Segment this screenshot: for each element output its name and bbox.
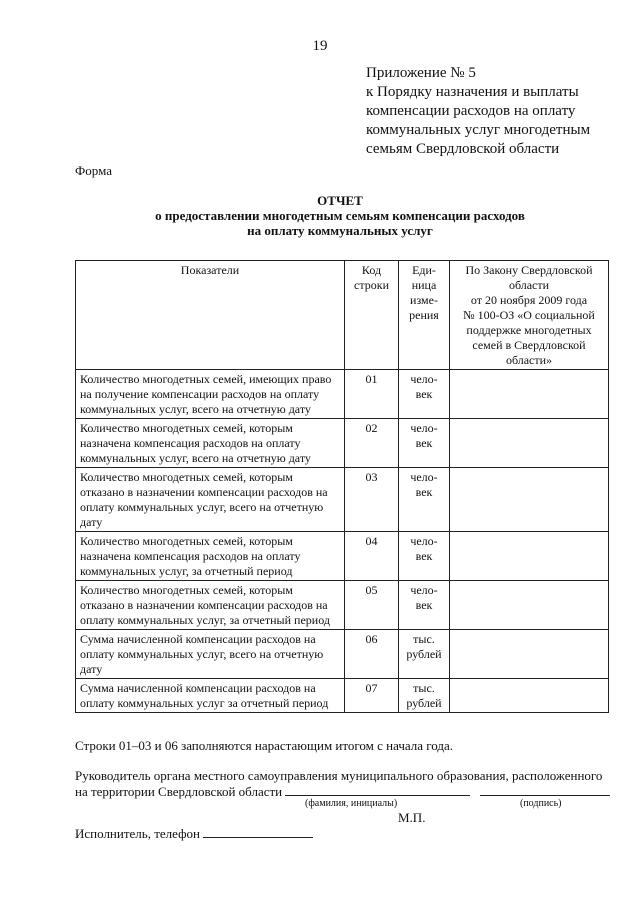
header-code bbox=[345, 261, 399, 370]
header-law-line: № 100-ОЗ «О социальной bbox=[463, 308, 595, 322]
name-caption: (фамилия, инициалы) bbox=[305, 798, 398, 809]
table-row bbox=[76, 630, 609, 679]
table-row bbox=[76, 419, 609, 468]
row-unit-line: век bbox=[415, 485, 433, 499]
fill-note: Строки 01–03 и 06 заполняются нарастающим итогом с начала года. bbox=[75, 738, 454, 753]
row-unit-line: чело- bbox=[410, 372, 438, 386]
row-indicator: Сумма начисленной компенсации расходов на оплату коммунальных услуг за отчетный период bbox=[76, 679, 345, 713]
row-unit-line: чело- bbox=[410, 583, 438, 597]
header-law-line: По Закону Свердловской bbox=[465, 263, 593, 277]
head-line-2-text: на территории Свердловской области bbox=[75, 784, 283, 799]
row-value[interactable] bbox=[450, 532, 609, 581]
header-unit-line: изме- bbox=[410, 293, 438, 307]
row-unit-line: чело- bbox=[410, 421, 438, 435]
row-indicator: Количество многодетных семей, которым отказано в назначении компенсации расходов на оплату коммунальных услуг, всего на отчетную дату bbox=[76, 468, 345, 532]
row-unit bbox=[399, 679, 450, 713]
row-unit-line: век bbox=[415, 436, 433, 450]
row-value[interactable] bbox=[450, 630, 609, 679]
header-unit-line: ница bbox=[411, 278, 437, 292]
row-code: 06 bbox=[345, 630, 399, 679]
appendix-line: компенсации расходов на оплату bbox=[366, 103, 576, 119]
row-unit-line: чело- bbox=[410, 470, 438, 484]
signature-blank-line[interactable] bbox=[480, 783, 610, 796]
header-law-line: области bbox=[508, 278, 550, 292]
row-unit-line: рублей bbox=[406, 696, 442, 710]
stamp-mark: М.П. bbox=[398, 810, 426, 825]
table-header-row bbox=[76, 261, 609, 370]
appendix-line: семьям Свердловской области bbox=[366, 141, 560, 157]
executor-blank-line[interactable] bbox=[203, 825, 313, 838]
appendix-line: Приложение № 5 bbox=[366, 65, 476, 81]
title-line-3: на оплату коммунальных услуг bbox=[247, 223, 433, 238]
row-code: 03 bbox=[345, 468, 399, 532]
row-value[interactable] bbox=[450, 419, 609, 468]
row-code: 02 bbox=[345, 419, 399, 468]
row-value[interactable] bbox=[450, 468, 609, 532]
row-unit-line: век bbox=[415, 387, 433, 401]
row-unit bbox=[399, 419, 450, 468]
appendix-line: коммунальных услуг многодетным bbox=[366, 122, 591, 138]
row-unit-line: тыс. bbox=[413, 681, 435, 695]
header-law-line: поддержке многодетных bbox=[466, 323, 592, 337]
row-indicator: Сумма начисленной компенсации расходов на оплату коммунальных услуг, всего на отчетную дату bbox=[76, 630, 345, 679]
row-code: 07 bbox=[345, 679, 399, 713]
row-unit bbox=[399, 370, 450, 419]
header-unit-line: рения bbox=[409, 308, 439, 322]
report-title bbox=[0, 193, 640, 238]
report-table bbox=[75, 260, 609, 713]
row-indicator: Количество многодетных семей, которым назначена компенсация расходов на оплату коммунальных услуг, за отчетный период bbox=[76, 532, 345, 581]
executor-label: Исполнитель, телефон bbox=[75, 826, 200, 841]
row-unit bbox=[399, 468, 450, 532]
row-indicator: Количество многодетных семей, которым отказано в назначении компенсации расходов на оплату коммунальных услуг, за отчетный период bbox=[76, 581, 345, 630]
signature-caption: (подпись) bbox=[520, 798, 562, 809]
page-number: 19 bbox=[312, 38, 328, 54]
row-unit-line: век bbox=[415, 549, 433, 563]
row-unit bbox=[399, 532, 450, 581]
row-indicator: Количество многодетных семей, имеющих право на получение компенсации расходов на оплату коммунальных услуг, всего на отчетную дату bbox=[76, 370, 345, 419]
header-unit bbox=[399, 261, 450, 370]
title-line-1: ОТЧЕТ bbox=[317, 193, 363, 208]
row-unit-line: век bbox=[415, 598, 433, 612]
table-row bbox=[76, 532, 609, 581]
header-code-line: Код bbox=[361, 263, 382, 277]
table-row bbox=[76, 468, 609, 532]
executor-line bbox=[75, 825, 313, 842]
appendix-line: к Порядку назначения и выплаты bbox=[366, 84, 579, 100]
name-blank-line[interactable] bbox=[285, 783, 470, 796]
row-code: 04 bbox=[345, 532, 399, 581]
appendix-block bbox=[366, 64, 626, 159]
row-code: 01 bbox=[345, 370, 399, 419]
title-line-2: о предоставлении многодетным семьям компенсации расходов bbox=[155, 208, 525, 223]
table-row bbox=[76, 370, 609, 419]
row-value[interactable] bbox=[450, 370, 609, 419]
row-value[interactable] bbox=[450, 679, 609, 713]
header-code-line: строки bbox=[354, 278, 389, 292]
header-law-line: семей в Свердловской bbox=[472, 338, 586, 352]
row-indicator: Количество многодетных семей, которым назначена компенсация расходов на оплату коммунальных услуг, всего на отчетную дату bbox=[76, 419, 345, 468]
table-row bbox=[76, 581, 609, 630]
form-label: Форма bbox=[75, 163, 112, 178]
row-value[interactable] bbox=[450, 581, 609, 630]
header-indicator: Показатели bbox=[76, 261, 345, 370]
header-law-line: от 20 ноября 2009 года bbox=[470, 293, 588, 307]
header-unit-line: Еди- bbox=[412, 263, 436, 277]
row-unit bbox=[399, 581, 450, 630]
row-unit-line: рублей bbox=[406, 647, 442, 661]
row-unit-line: чело- bbox=[410, 534, 438, 548]
table-row bbox=[76, 679, 609, 713]
row-unit-line: тыс. bbox=[413, 632, 435, 646]
head-line-1: Руководитель органа местного самоуправления муниципального образования, расположенного bbox=[75, 768, 603, 783]
row-unit bbox=[399, 630, 450, 679]
header-law-line: области» bbox=[505, 353, 553, 367]
header-law bbox=[450, 261, 609, 370]
row-code: 05 bbox=[345, 581, 399, 630]
